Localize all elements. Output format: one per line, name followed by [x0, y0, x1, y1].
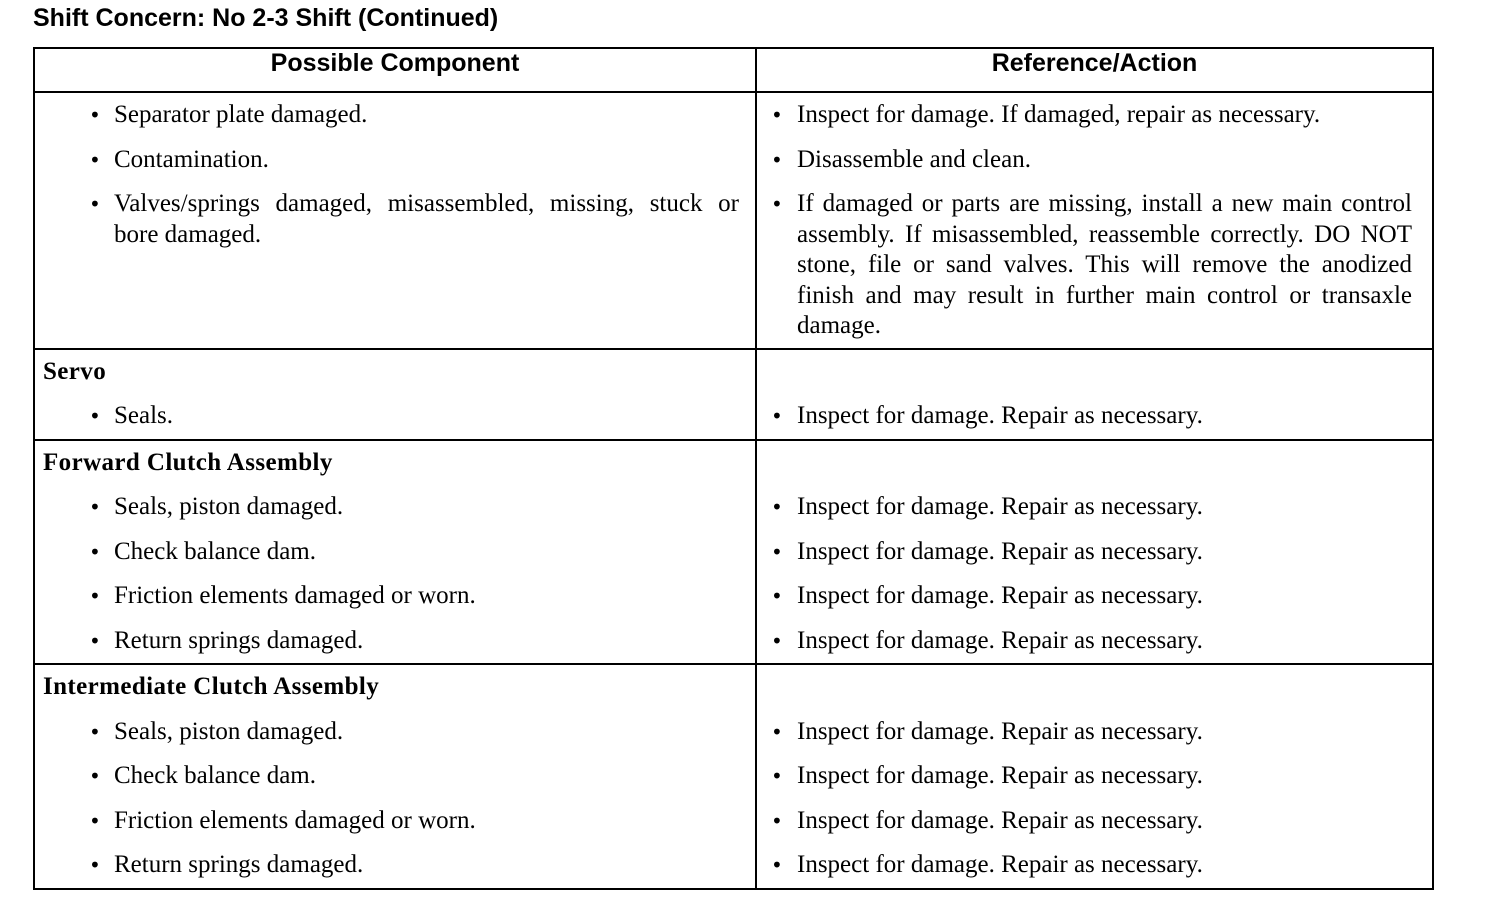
list-item: • Separator plate damaged.: [35, 93, 755, 138]
bullet-icon: •: [89, 539, 101, 564]
list-item: • Seals, piston damaged.: [35, 485, 755, 530]
table-row: [34, 349, 1433, 440]
list-item: • Friction elements damaged or worn.: [35, 574, 755, 619]
bullet-icon: •: [771, 584, 783, 608]
bullet-icon: •: [89, 192, 101, 216]
diagnostic-table: [33, 47, 1434, 890]
action-cell: [756, 664, 1433, 889]
list-item: • Inspect for damage. If damaged, repair as necessary.: [757, 93, 1432, 138]
action-cell: [756, 349, 1433, 440]
bullet-icon: •: [89, 495, 101, 519]
list-item: • Inspect for damage. Repair as necessary.: [757, 619, 1432, 664]
list-item: • Return springs damaged.: [35, 619, 755, 664]
bullet-icon: •: [771, 539, 783, 564]
table-row: [34, 440, 1433, 665]
bullet-icon: •: [89, 404, 101, 428]
bullet-icon: •: [771, 808, 783, 833]
action-cell: [756, 92, 1433, 349]
list-item: • Contamination.: [35, 138, 755, 183]
bullet-icon: •: [89, 853, 101, 877]
list-item: • Inspect for damage. Repair as necessary.: [757, 574, 1432, 619]
list-item: • Seals.: [35, 394, 755, 439]
group-heading: Servo: [43, 357, 107, 385]
list-item: • Inspect for damage. Repair as necessary.: [757, 799, 1432, 844]
page-title: Shift Concern: No 2-3 Shift (Continued): [33, 4, 499, 32]
list-item: • Seals, piston damaged.: [35, 710, 755, 755]
bullet-icon: •: [771, 628, 783, 653]
component-cell: [34, 349, 756, 440]
action-cell: [756, 440, 1433, 665]
column-header-component: Possible Component: [34, 48, 756, 92]
bullet-icon: •: [89, 584, 101, 608]
list-item: • Return springs damaged.: [35, 843, 755, 888]
list-item: • Disassemble and clean.: [757, 138, 1432, 183]
bullet-icon: •: [89, 628, 101, 653]
list-item: • Inspect for damage. Repair as necessary.: [757, 710, 1432, 755]
list-item: • Friction elements damaged or worn.: [35, 799, 755, 844]
list-item: • Inspect for damage. Repair as necessary.: [757, 530, 1432, 575]
group-heading: Intermediate Clutch Assembly: [43, 673, 380, 700]
component-cell: [34, 440, 756, 665]
bullet-icon: •: [771, 495, 783, 519]
list-item: • Inspect for damage. Repair as necessary.: [757, 394, 1432, 439]
bullet-icon: •: [771, 192, 783, 216]
table-header-row: [34, 48, 1433, 92]
component-cell: [34, 664, 756, 889]
bullet-icon: •: [89, 764, 101, 788]
column-header-action: Reference/Action: [756, 48, 1433, 92]
list-item: • Check balance dam.: [35, 530, 755, 575]
list-item: • Inspect for damage. Repair as necessary.: [757, 843, 1432, 888]
table-row: [34, 92, 1433, 349]
bullet-icon: •: [89, 719, 101, 744]
bullet-icon: •: [89, 147, 101, 172]
table-row: [34, 664, 1433, 889]
component-cell: [34, 92, 756, 349]
bullet-icon: •: [771, 719, 783, 744]
bullet-icon: •: [771, 404, 783, 428]
bullet-icon: •: [771, 853, 783, 877]
bullet-icon: •: [771, 147, 783, 172]
bullet-icon: •: [89, 808, 101, 833]
bullet-icon: •: [89, 103, 101, 127]
list-item: • If damaged or parts are missing, install a new main control assembly. If misassembled, reassemble correctly. DO NOT stone, file or sand valves. This will remove the anodized finish and may result in further main control or transaxle damage.: [771, 190, 1412, 339]
group-heading: Forward Clutch Assembly: [43, 448, 333, 476]
bullet-icon: •: [771, 764, 783, 788]
list-item: • Inspect for damage. Repair as necessary.: [757, 754, 1432, 799]
bullet-icon: •: [771, 103, 783, 127]
list-item: • Valves/springs damaged, misassembled, missing, stuck or bore damaged.: [89, 190, 739, 248]
list-item: • Inspect for damage. Repair as necessary.: [757, 485, 1432, 530]
list-item: • Check balance dam.: [35, 754, 755, 799]
